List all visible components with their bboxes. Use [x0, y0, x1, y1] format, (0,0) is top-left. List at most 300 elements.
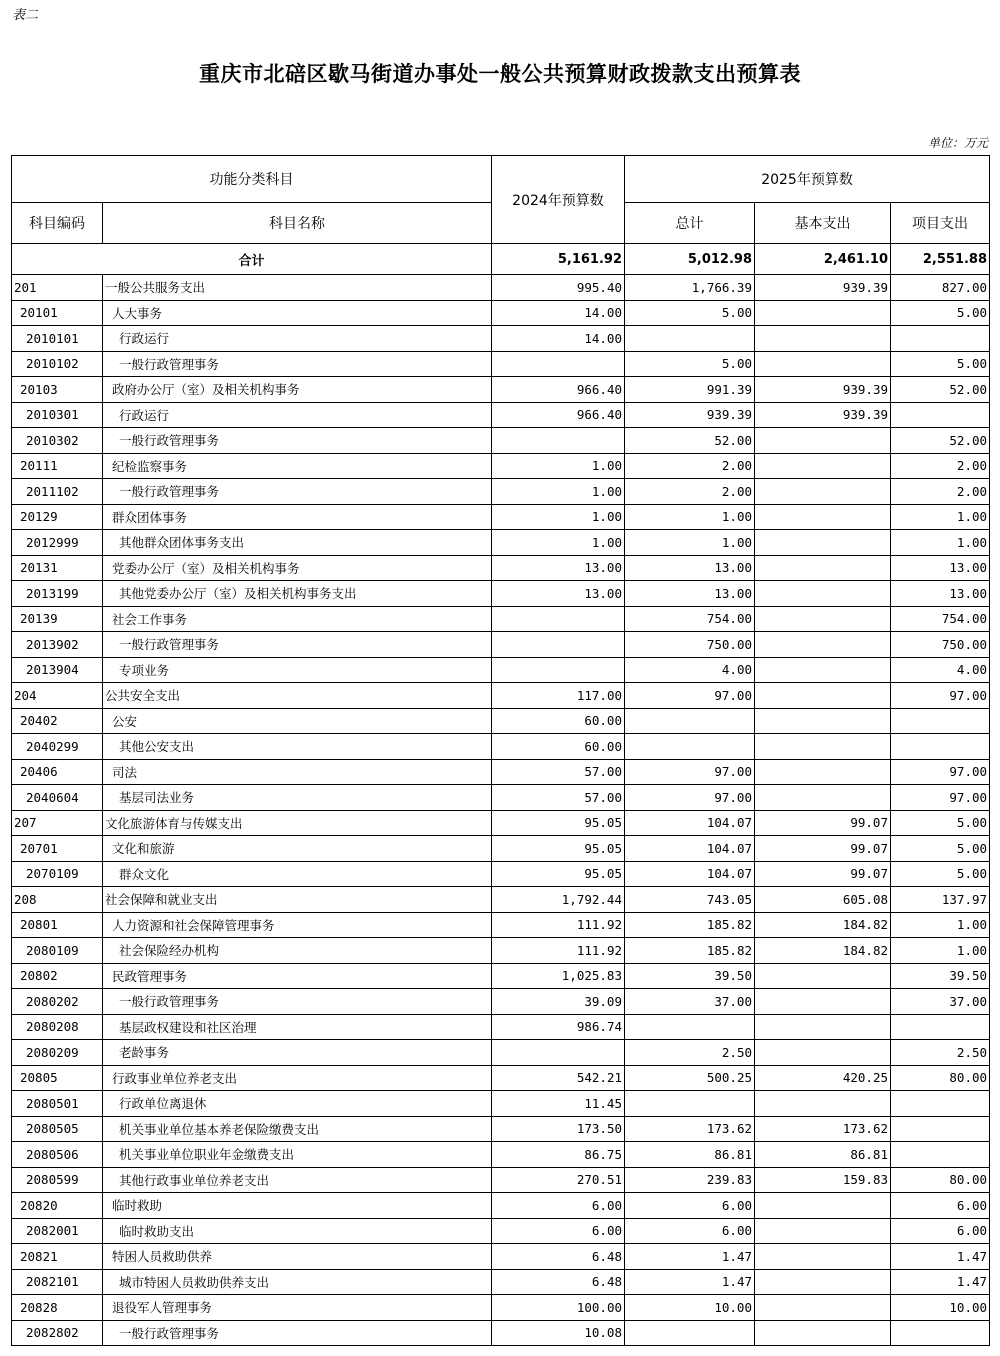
table-row: [12, 453, 990, 479]
row-code: 208: [12, 887, 103, 913]
header-total: 总计: [625, 203, 755, 244]
table-row: [12, 1167, 990, 1193]
table-row: [12, 810, 990, 836]
row-name: 其他党委办公厅（室）及相关机构事务支出: [103, 581, 492, 607]
row-name: 临时救助: [103, 1193, 492, 1219]
row-project-2025: 750.00: [891, 632, 990, 658]
row-basic-2025: [755, 1269, 891, 1295]
row-name: 行政事业单位养老支出: [103, 1065, 492, 1091]
row-project-2025: 1.00: [891, 912, 990, 938]
row-code: 20402: [12, 708, 103, 734]
row-code: 2080501: [12, 1091, 103, 1117]
total-b2024: 5,161.92: [492, 244, 625, 275]
table-row: [12, 530, 990, 556]
row-code: 20129: [12, 504, 103, 530]
row-budget-2024: 6.48: [492, 1269, 625, 1295]
table-row: [12, 1040, 990, 1066]
row-name: 退役军人管理事务: [103, 1295, 492, 1321]
row-code: 2070109: [12, 861, 103, 887]
row-total-2025: [625, 1091, 755, 1117]
row-name: 一般行政管理事务: [103, 428, 492, 454]
row-total-2025: [625, 1320, 755, 1346]
row-basic-2025: [755, 606, 891, 632]
row-code: 2080506: [12, 1142, 103, 1168]
row-budget-2024: [492, 428, 625, 454]
table-row: [12, 428, 990, 454]
row-budget-2024: 270.51: [492, 1167, 625, 1193]
row-basic-2025: 184.82: [755, 938, 891, 964]
row-total-2025: 13.00: [625, 581, 755, 607]
row-name: 基层司法业务: [103, 785, 492, 811]
row-budget-2024: 13.00: [492, 555, 625, 581]
row-name: 民政管理事务: [103, 963, 492, 989]
table-row: [12, 1218, 990, 1244]
row-project-2025: [891, 402, 990, 428]
row-code: 2010301: [12, 402, 103, 428]
row-project-2025: [891, 1142, 990, 1168]
table-row: [12, 1193, 990, 1219]
table-row: [12, 836, 990, 862]
row-budget-2024: 11.45: [492, 1091, 625, 1117]
row-project-2025: 13.00: [891, 581, 990, 607]
row-total-2025: 991.39: [625, 377, 755, 403]
row-budget-2024: 39.09: [492, 989, 625, 1015]
row-total-2025: 1.47: [625, 1269, 755, 1295]
table-row: [12, 989, 990, 1015]
table-row: [12, 275, 990, 301]
row-code: 20111: [12, 453, 103, 479]
row-name: 机关事业单位基本养老保险缴费支出: [103, 1116, 492, 1142]
row-project-2025: 52.00: [891, 428, 990, 454]
row-code: 2082802: [12, 1320, 103, 1346]
row-project-2025: 1.00: [891, 938, 990, 964]
row-project-2025: 1.47: [891, 1244, 990, 1270]
row-name: 纪检监察事务: [103, 453, 492, 479]
row-project-2025: 5.00: [891, 861, 990, 887]
row-basic-2025: [755, 479, 891, 505]
row-budget-2024: 100.00: [492, 1295, 625, 1321]
total-row: [12, 244, 990, 275]
row-budget-2024: [492, 351, 625, 377]
row-total-2025: 97.00: [625, 683, 755, 709]
row-total-2025: 104.07: [625, 836, 755, 862]
row-total-2025: 5.00: [625, 300, 755, 326]
table-row: [12, 632, 990, 658]
row-budget-2024: 95.05: [492, 810, 625, 836]
table-row: [12, 1320, 990, 1346]
row-project-2025: 754.00: [891, 606, 990, 632]
row-code: 20103: [12, 377, 103, 403]
header-name: 科目名称: [103, 203, 492, 244]
row-project-2025: 137.97: [891, 887, 990, 913]
row-code: 2080202: [12, 989, 103, 1015]
table-row: [12, 912, 990, 938]
row-total-2025: 97.00: [625, 785, 755, 811]
table-row: [12, 377, 990, 403]
row-budget-2024: 6.48: [492, 1244, 625, 1270]
row-basic-2025: [755, 326, 891, 352]
table-row: [12, 402, 990, 428]
row-budget-2024: 1.00: [492, 504, 625, 530]
row-project-2025: [891, 1116, 990, 1142]
row-budget-2024: 1,792.44: [492, 887, 625, 913]
row-name: 行政单位离退休: [103, 1091, 492, 1117]
row-code: 20101: [12, 300, 103, 326]
row-basic-2025: [755, 1193, 891, 1219]
row-project-2025: 1.47: [891, 1269, 990, 1295]
row-budget-2024: 1,025.83: [492, 963, 625, 989]
row-name: 老龄事务: [103, 1040, 492, 1066]
row-basic-2025: [755, 1244, 891, 1270]
row-basic-2025: 86.81: [755, 1142, 891, 1168]
row-budget-2024: 14.00: [492, 300, 625, 326]
table-row: [12, 1295, 990, 1321]
row-name: 特困人员救助供养: [103, 1244, 492, 1270]
table-row: [12, 351, 990, 377]
row-name: 群众团体事务: [103, 504, 492, 530]
row-code: 20802: [12, 963, 103, 989]
row-basic-2025: [755, 785, 891, 811]
row-budget-2024: 6.00: [492, 1193, 625, 1219]
row-basic-2025: [755, 734, 891, 760]
row-budget-2024: 86.75: [492, 1142, 625, 1168]
row-basic-2025: [755, 1091, 891, 1117]
row-project-2025: 6.00: [891, 1193, 990, 1219]
row-code: 2080599: [12, 1167, 103, 1193]
row-project-2025: 80.00: [891, 1065, 990, 1091]
row-code: 20828: [12, 1295, 103, 1321]
row-total-2025: 2.00: [625, 479, 755, 505]
table-row: [12, 1269, 990, 1295]
row-code: 20131: [12, 555, 103, 581]
row-total-2025: 39.50: [625, 963, 755, 989]
row-total-2025: 97.00: [625, 759, 755, 785]
table-row: [12, 734, 990, 760]
row-name: 专项业务: [103, 657, 492, 683]
row-total-2025: 185.82: [625, 912, 755, 938]
row-code: 20805: [12, 1065, 103, 1091]
row-budget-2024: 986.74: [492, 1014, 625, 1040]
row-total-2025: 173.62: [625, 1116, 755, 1142]
row-budget-2024: 13.00: [492, 581, 625, 607]
row-project-2025: 97.00: [891, 683, 990, 709]
row-basic-2025: [755, 300, 891, 326]
row-code: 20820: [12, 1193, 103, 1219]
row-budget-2024: 542.21: [492, 1065, 625, 1091]
row-name: 一般行政管理事务: [103, 479, 492, 505]
row-name: 机关事业单位职业年金缴费支出: [103, 1142, 492, 1168]
table-row: [12, 504, 990, 530]
row-name: 社会保险经办机构: [103, 938, 492, 964]
row-total-2025: [625, 734, 755, 760]
row-project-2025: 6.00: [891, 1218, 990, 1244]
row-code: 20406: [12, 759, 103, 785]
row-basic-2025: 605.08: [755, 887, 891, 913]
row-budget-2024: 1.00: [492, 479, 625, 505]
row-basic-2025: [755, 351, 891, 377]
row-code: 2013199: [12, 581, 103, 607]
row-name: 其他群众团体事务支出: [103, 530, 492, 556]
total-project: 2,551.88: [891, 244, 990, 275]
row-name: 群众文化: [103, 861, 492, 887]
row-project-2025: 5.00: [891, 810, 990, 836]
row-code: 2080109: [12, 938, 103, 964]
row-name: 一般行政管理事务: [103, 632, 492, 658]
row-budget-2024: [492, 657, 625, 683]
row-total-2025: 5.00: [625, 351, 755, 377]
header-budget-2025: 2025年预算数: [625, 156, 990, 203]
table-row: [12, 861, 990, 887]
row-project-2025: 39.50: [891, 963, 990, 989]
row-total-2025: 743.05: [625, 887, 755, 913]
table-row: [12, 479, 990, 505]
row-name: 党委办公厅（室）及相关机构事务: [103, 555, 492, 581]
row-basic-2025: [755, 1320, 891, 1346]
row-name: 临时救助支出: [103, 1218, 492, 1244]
row-name: 公共安全支出: [103, 683, 492, 709]
row-budget-2024: [492, 606, 625, 632]
row-project-2025: 5.00: [891, 300, 990, 326]
row-project-2025: [891, 1014, 990, 1040]
row-basic-2025: [755, 1295, 891, 1321]
row-name: 行政运行: [103, 402, 492, 428]
row-budget-2024: 111.92: [492, 912, 625, 938]
row-budget-2024: 995.40: [492, 275, 625, 301]
row-total-2025: 1.00: [625, 530, 755, 556]
row-code: 2010302: [12, 428, 103, 454]
row-total-2025: 750.00: [625, 632, 755, 658]
row-total-2025: 6.00: [625, 1218, 755, 1244]
row-code: 20801: [12, 912, 103, 938]
row-name: 公安: [103, 708, 492, 734]
row-name: 社会工作事务: [103, 606, 492, 632]
row-name: 城市特困人员救助供养支出: [103, 1269, 492, 1295]
row-name: 一般行政管理事务: [103, 1320, 492, 1346]
row-basic-2025: 173.62: [755, 1116, 891, 1142]
table-row: [12, 300, 990, 326]
table-row: [12, 606, 990, 632]
row-name: 行政运行: [103, 326, 492, 352]
row-basic-2025: [755, 632, 891, 658]
row-total-2025: 239.83: [625, 1167, 755, 1193]
table-row: [12, 887, 990, 913]
row-basic-2025: 99.07: [755, 836, 891, 862]
row-code: 2012999: [12, 530, 103, 556]
row-basic-2025: 939.39: [755, 402, 891, 428]
row-code: 204: [12, 683, 103, 709]
row-total-2025: 52.00: [625, 428, 755, 454]
row-basic-2025: 939.39: [755, 275, 891, 301]
row-basic-2025: [755, 1218, 891, 1244]
table-row: [12, 1014, 990, 1040]
row-code: 2080505: [12, 1116, 103, 1142]
row-basic-2025: [755, 683, 891, 709]
header-project: 项目支出: [891, 203, 990, 244]
row-basic-2025: [755, 555, 891, 581]
row-project-2025: [891, 1091, 990, 1117]
row-name: 其他公安支出: [103, 734, 492, 760]
row-total-2025: 2.50: [625, 1040, 755, 1066]
row-code: 2010101: [12, 326, 103, 352]
row-project-2025: 80.00: [891, 1167, 990, 1193]
row-name: 司法: [103, 759, 492, 785]
row-budget-2024: 117.00: [492, 683, 625, 709]
row-code: 20821: [12, 1244, 103, 1270]
row-code: 2080208: [12, 1014, 103, 1040]
header-budget-2024: 2024年预算数: [492, 156, 625, 244]
row-budget-2024: [492, 1040, 625, 1066]
total-total: 5,012.98: [625, 244, 755, 275]
row-total-2025: 10.00: [625, 1295, 755, 1321]
row-code: 20701: [12, 836, 103, 862]
header-functional-category: 功能分类科目: [12, 156, 492, 203]
row-name: 一般公共服务支出: [103, 275, 492, 301]
row-code: 2040299: [12, 734, 103, 760]
row-project-2025: 1.00: [891, 504, 990, 530]
row-total-2025: 4.00: [625, 657, 755, 683]
row-code: 2013904: [12, 657, 103, 683]
row-name: 社会保障和就业支出: [103, 887, 492, 913]
row-basic-2025: 159.83: [755, 1167, 891, 1193]
row-budget-2024: 14.00: [492, 326, 625, 352]
row-basic-2025: [755, 963, 891, 989]
row-code: 2040604: [12, 785, 103, 811]
row-total-2025: 754.00: [625, 606, 755, 632]
row-total-2025: 2.00: [625, 453, 755, 479]
row-basic-2025: [755, 581, 891, 607]
row-total-2025: [625, 326, 755, 352]
table-row: [12, 759, 990, 785]
row-budget-2024: 111.92: [492, 938, 625, 964]
table-row: [12, 785, 990, 811]
row-project-2025: 52.00: [891, 377, 990, 403]
row-code: 20139: [12, 606, 103, 632]
page-title: 重庆市北碚区歇马街道办事处一般公共预算财政拨款支出预算表: [199, 61, 801, 86]
row-total-2025: 1,766.39: [625, 275, 755, 301]
row-code: 2013902: [12, 632, 103, 658]
row-basic-2025: [755, 657, 891, 683]
row-total-2025: 1.00: [625, 504, 755, 530]
row-project-2025: 13.00: [891, 555, 990, 581]
row-project-2025: 4.00: [891, 657, 990, 683]
row-total-2025: 6.00: [625, 1193, 755, 1219]
row-budget-2024: 95.05: [492, 861, 625, 887]
row-total-2025: 500.25: [625, 1065, 755, 1091]
row-budget-2024: 6.00: [492, 1218, 625, 1244]
row-name: 其他行政事业单位养老支出: [103, 1167, 492, 1193]
row-code: 2011102: [12, 479, 103, 505]
header-basic: 基本支出: [755, 203, 891, 244]
row-budget-2024: 10.08: [492, 1320, 625, 1346]
table-body: [12, 244, 990, 1346]
row-code: 2082101: [12, 1269, 103, 1295]
row-total-2025: 104.07: [625, 810, 755, 836]
row-basic-2025: [755, 504, 891, 530]
row-basic-2025: 939.39: [755, 377, 891, 403]
total-label: 合计: [12, 244, 492, 275]
row-budget-2024: 1.00: [492, 453, 625, 479]
row-budget-2024: [492, 632, 625, 658]
row-total-2025: [625, 708, 755, 734]
table-row: [12, 938, 990, 964]
row-total-2025: [625, 1014, 755, 1040]
unit-label: 单位：万元: [927, 136, 988, 150]
table-row: [12, 326, 990, 352]
row-basic-2025: [755, 1014, 891, 1040]
row-basic-2025: [755, 708, 891, 734]
table-row: [12, 1142, 990, 1168]
row-total-2025: 185.82: [625, 938, 755, 964]
row-name: 基层政权建设和社区治理: [103, 1014, 492, 1040]
total-basic: 2,461.10: [755, 244, 891, 275]
row-budget-2024: 60.00: [492, 708, 625, 734]
table-row: [12, 657, 990, 683]
table-row: [12, 708, 990, 734]
row-name: 人力资源和社会保障管理事务: [103, 912, 492, 938]
row-project-2025: 2.50: [891, 1040, 990, 1066]
row-basic-2025: 99.07: [755, 810, 891, 836]
row-total-2025: 13.00: [625, 555, 755, 581]
row-total-2025: 86.81: [625, 1142, 755, 1168]
row-name: 人大事务: [103, 300, 492, 326]
row-basic-2025: [755, 530, 891, 556]
budget-table: [11, 155, 990, 1346]
row-budget-2024: 1.00: [492, 530, 625, 556]
row-project-2025: [891, 734, 990, 760]
table-row: [12, 555, 990, 581]
row-total-2025: 104.07: [625, 861, 755, 887]
row-basic-2025: [755, 428, 891, 454]
row-project-2025: 37.00: [891, 989, 990, 1015]
table-row: [12, 581, 990, 607]
row-project-2025: [891, 326, 990, 352]
row-project-2025: 1.00: [891, 530, 990, 556]
row-code: 207: [12, 810, 103, 836]
row-project-2025: [891, 708, 990, 734]
row-total-2025: 37.00: [625, 989, 755, 1015]
row-basic-2025: [755, 759, 891, 785]
row-project-2025: 5.00: [891, 351, 990, 377]
row-project-2025: 2.00: [891, 453, 990, 479]
row-code: 2010102: [12, 351, 103, 377]
table-row: [12, 1244, 990, 1270]
row-name: 一般行政管理事务: [103, 351, 492, 377]
row-budget-2024: 966.40: [492, 402, 625, 428]
row-name: 一般行政管理事务: [103, 989, 492, 1015]
header-code: 科目编码: [12, 203, 103, 244]
row-name: 文化和旅游: [103, 836, 492, 862]
table-row: [12, 683, 990, 709]
row-project-2025: [891, 1320, 990, 1346]
row-budget-2024: 95.05: [492, 836, 625, 862]
row-basic-2025: [755, 1040, 891, 1066]
row-project-2025: 827.00: [891, 275, 990, 301]
row-basic-2025: [755, 453, 891, 479]
document-label: 表二: [12, 8, 39, 23]
row-budget-2024: 57.00: [492, 785, 625, 811]
row-project-2025: 2.00: [891, 479, 990, 505]
row-project-2025: 97.00: [891, 785, 990, 811]
row-project-2025: 5.00: [891, 836, 990, 862]
row-budget-2024: 966.40: [492, 377, 625, 403]
row-project-2025: 97.00: [891, 759, 990, 785]
row-basic-2025: 99.07: [755, 861, 891, 887]
row-code: 2080209: [12, 1040, 103, 1066]
row-code: 2082001: [12, 1218, 103, 1244]
row-basic-2025: 420.25: [755, 1065, 891, 1091]
row-basic-2025: 184.82: [755, 912, 891, 938]
row-name: 政府办公厅（室）及相关机构事务: [103, 377, 492, 403]
